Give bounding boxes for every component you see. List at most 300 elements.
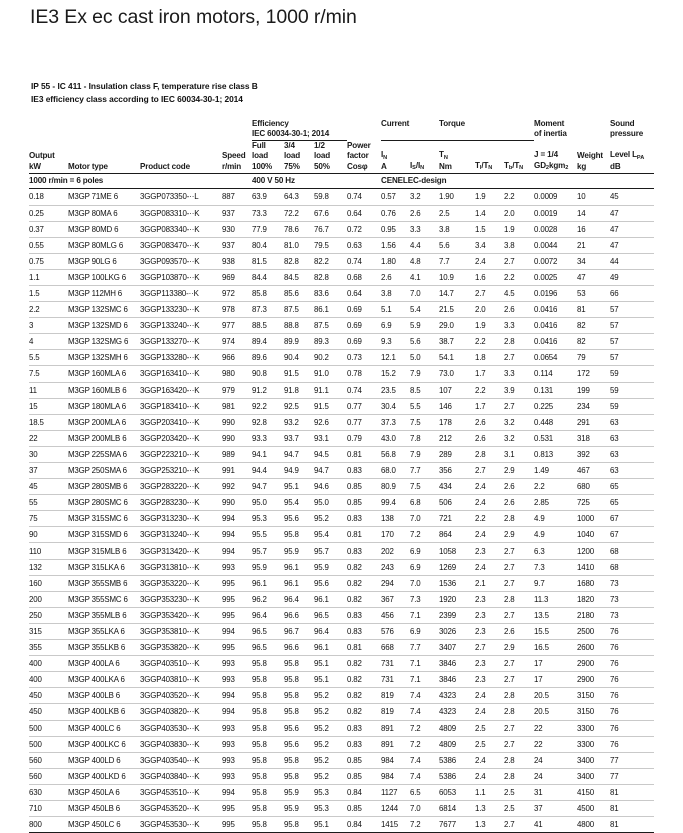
cell-motor-type: M3GP 80MA 6	[68, 205, 140, 221]
cell-efficiency-three-quarter-load: 88.8	[284, 318, 314, 334]
cell-starting-current-ratio: 3.3	[410, 221, 439, 237]
rated-current-symbol-main: I	[381, 150, 384, 160]
cell-power-factor: 0.83	[347, 463, 381, 479]
cell-motor-type: M3GP 180MLA 6	[68, 398, 140, 414]
cell-starting-current-ratio: 7.2	[410, 720, 439, 736]
cell-starting-current-ratio: 7.1	[410, 607, 439, 623]
cell-starting-current-ratio: 4.1	[410, 269, 439, 285]
cell-rated-current: 819	[381, 704, 410, 720]
cell-rated-torque: 29.0	[439, 318, 475, 334]
cell-product-code: 3GGP403540-··K	[140, 752, 222, 768]
cell-power-factor: 0.74	[347, 253, 381, 269]
cell-starting-current-ratio: 7.8	[410, 430, 439, 446]
cell-rated-torque: 6053	[439, 784, 475, 800]
cell-breakdown-torque-ratio: 2.8	[504, 768, 534, 784]
cell-efficiency-full-load: 85.8	[252, 285, 284, 301]
cell-sound-pressure-level: 63	[610, 446, 654, 462]
table-row	[29, 318, 654, 334]
column-header-rated-current	[381, 140, 413, 173]
column-header-speed-line-1: Speed	[222, 151, 246, 161]
cell-speed-rpm: 994	[222, 623, 252, 639]
half-load-line-1: 1/2	[314, 140, 325, 150]
rated-current-symbol	[381, 150, 410, 161]
cell-output-kw: 400	[29, 672, 68, 688]
cell-power-factor: 0.84	[347, 817, 381, 833]
cell-breakdown-torque-ratio: 2.8	[504, 591, 534, 607]
cell-sound-pressure-level: 68	[610, 559, 654, 575]
cell-efficiency-full-load: 92.8	[252, 414, 284, 430]
cell-efficiency-full-load: 92.2	[252, 398, 284, 414]
table-row	[29, 784, 654, 800]
table-section-row	[29, 174, 654, 189]
rated-torque-symbol-sub: N	[443, 154, 448, 161]
power-factor-line-1: Power	[347, 140, 371, 150]
cell-power-factor: 0.68	[347, 269, 381, 285]
starting-torque-ratio-symbol	[475, 161, 504, 172]
table-row	[29, 543, 654, 559]
cell-motor-type: M3GP 355LKB 6	[68, 640, 140, 656]
cell-weight-kg: 4800	[577, 817, 610, 833]
cell-breakdown-torque-ratio: 3.2	[504, 414, 534, 430]
table-row	[29, 752, 654, 768]
cell-rated-torque: 434	[439, 479, 475, 495]
cell-output-kw: 55	[29, 495, 68, 511]
cell-efficiency-half-load: 94.6	[314, 479, 347, 495]
cell-sound-pressure-level: 77	[610, 752, 654, 768]
cell-output-kw: 45	[29, 479, 68, 495]
btr-sub1: b	[508, 165, 513, 172]
cell-efficiency-three-quarter-load: 95.8	[284, 768, 314, 784]
cell-rated-current: 202	[381, 543, 410, 559]
cell-product-code: 3GGP313810-··K	[140, 559, 222, 575]
cell-output-kw: 0.75	[29, 253, 68, 269]
cell-output-kw: 90	[29, 527, 68, 543]
cell-weight-kg: 2900	[577, 672, 610, 688]
cell-efficiency-three-quarter-load: 96.1	[284, 575, 314, 591]
cell-rated-torque: 73.0	[439, 366, 475, 382]
cell-motor-type: M3GP 80MLG 6	[68, 237, 140, 253]
column-header-three-quarter-load	[284, 140, 314, 173]
group-blank-output	[29, 119, 68, 140]
cell-rated-torque: 5.6	[439, 237, 475, 253]
three-quarter-percent: 75%	[284, 161, 300, 171]
cell-output-kw: 110	[29, 543, 68, 559]
scr-sub2: N	[420, 165, 425, 172]
cell-motor-type: M3GP 450LB 6	[68, 800, 140, 816]
cell-weight-kg: 10	[577, 189, 610, 205]
cell-product-code: 3GGP133240-··K	[140, 318, 222, 334]
cell-efficiency-half-load: 94.5	[314, 446, 347, 462]
cell-moment-of-inertia: 16.5	[534, 640, 577, 656]
cell-output-kw: 0.25	[29, 205, 68, 221]
cell-sound-pressure-level: 81	[610, 784, 654, 800]
cell-product-code: 3GGP403510-··K	[140, 656, 222, 672]
cell-starting-current-ratio: 7.1	[410, 656, 439, 672]
cell-moment-of-inertia: 24	[534, 768, 577, 784]
cell-motor-type: M3GP 355SMB 6	[68, 575, 140, 591]
cell-rated-torque: 289	[439, 446, 475, 462]
cell-starting-current-ratio: 6.9	[410, 543, 439, 559]
cell-output-kw: 630	[29, 784, 68, 800]
cell-efficiency-three-quarter-load: 82.8	[284, 253, 314, 269]
cell-output-kw: 0.55	[29, 237, 68, 253]
cell-rated-current: 68.0	[381, 463, 410, 479]
group-blank-productcode	[140, 119, 222, 140]
cell-efficiency-full-load: 95.8	[252, 704, 284, 720]
cell-rated-current: 891	[381, 720, 410, 736]
str-main1: T	[475, 160, 480, 170]
cell-breakdown-torque-ratio: 2.7	[504, 720, 534, 736]
cell-speed-rpm: 993	[222, 720, 252, 736]
cell-rated-torque: 21.5	[439, 302, 475, 318]
cell-starting-current-ratio: 6.9	[410, 559, 439, 575]
cell-speed-rpm: 994	[222, 527, 252, 543]
column-header-power-factor	[347, 140, 384, 173]
cell-efficiency-full-load: 95.7	[252, 543, 284, 559]
table-row	[29, 527, 654, 543]
cell-efficiency-half-load: 95.6	[314, 575, 347, 591]
cell-efficiency-half-load: 95.2	[314, 752, 347, 768]
cell-breakdown-torque-ratio: 2.7	[504, 607, 534, 623]
cell-breakdown-torque-ratio: 2.7	[504, 575, 534, 591]
cell-motor-type: M3GP 315MLB 6	[68, 543, 140, 559]
cell-motor-type: M3GP 112MH 6	[68, 285, 140, 301]
cell-starting-current-ratio: 3.2	[410, 189, 439, 205]
cell-efficiency-three-quarter-load: 95.8	[284, 752, 314, 768]
scr-sub1: S	[412, 165, 416, 172]
cell-weight-kg: 392	[577, 446, 610, 462]
inertia-unit-sub2: 2	[565, 165, 569, 172]
cell-breakdown-torque-ratio: 3.9	[504, 382, 534, 398]
cell-speed-rpm: 994	[222, 784, 252, 800]
cell-rated-current: 984	[381, 768, 410, 784]
cell-sound-pressure-level: 59	[610, 366, 654, 382]
cell-speed-rpm: 995	[222, 640, 252, 656]
cell-motor-type: M3GP 450LA 6	[68, 784, 140, 800]
table-row	[29, 800, 654, 816]
cell-sound-pressure-level: 59	[610, 398, 654, 414]
cell-output-kw: 560	[29, 752, 68, 768]
cell-output-kw: 315	[29, 623, 68, 639]
cell-speed-rpm: 991	[222, 463, 252, 479]
cell-speed-rpm: 993	[222, 656, 252, 672]
cell-breakdown-torque-ratio: 2.6	[504, 495, 534, 511]
cell-sound-pressure-level: 57	[610, 302, 654, 318]
cell-motor-type: M3GP 400LC 6	[68, 720, 140, 736]
cell-motor-type: M3GP 400LKC 6	[68, 736, 140, 752]
cell-motor-type: M3GP 400LKB 6	[68, 704, 140, 720]
rated-current-symbol-sub: N	[383, 154, 388, 161]
cell-rated-current: 984	[381, 752, 410, 768]
cell-sound-pressure-level: 47	[610, 221, 654, 237]
cell-speed-rpm: 995	[222, 607, 252, 623]
cell-rated-torque: 1269	[439, 559, 475, 575]
cell-efficiency-full-load: 95.8	[252, 688, 284, 704]
cell-speed-rpm: 990	[222, 495, 252, 511]
cell-starting-current-ratio: 7.9	[410, 446, 439, 462]
cell-starting-current-ratio: 7.9	[410, 366, 439, 382]
cell-moment-of-inertia: 37	[534, 800, 577, 816]
subheading-line-2: IE3 efficiency class according to IEC 60034-30-1; 2014	[31, 94, 243, 105]
group-blank-motortype	[68, 119, 140, 140]
cell-moment-of-inertia: 17	[534, 672, 577, 688]
breakdown-torque-ratio-symbol	[504, 161, 534, 172]
cell-rated-current: 294	[381, 575, 410, 591]
cell-efficiency-three-quarter-load: 96.4	[284, 591, 314, 607]
cell-speed-rpm: 979	[222, 382, 252, 398]
cell-rated-torque: 4323	[439, 704, 475, 720]
cell-starting-current-ratio: 7.2	[410, 736, 439, 752]
cell-starting-torque-ratio: 1.8	[475, 350, 504, 366]
inertia-unit	[534, 161, 577, 172]
cell-speed-rpm: 993	[222, 768, 252, 784]
cell-moment-of-inertia: 31	[534, 784, 577, 800]
table-row	[29, 672, 654, 688]
cell-rated-current: 731	[381, 672, 410, 688]
cell-moment-of-inertia: 0.0044	[534, 237, 577, 253]
cell-efficiency-half-load: 95.2	[314, 511, 347, 527]
cell-starting-current-ratio: 7.2	[410, 817, 439, 833]
table-row	[29, 414, 654, 430]
cell-sound-pressure-level: 47	[610, 237, 654, 253]
cell-efficiency-three-quarter-load: 95.8	[284, 656, 314, 672]
cell-rated-torque: 3407	[439, 640, 475, 656]
cell-breakdown-torque-ratio: 2.7	[504, 398, 534, 414]
cell-power-factor: 0.79	[347, 430, 381, 446]
cell-speed-rpm: 969	[222, 269, 252, 285]
cell-weight-kg: 14	[577, 205, 610, 221]
cell-starting-torque-ratio: 1.6	[475, 269, 504, 285]
cell-product-code: 3GGP203420-··K	[140, 430, 222, 446]
cell-power-factor: 0.81	[347, 527, 381, 543]
cell-rated-current: 6.9	[381, 318, 410, 334]
table-row	[29, 334, 654, 350]
cell-product-code: 3GGP353420-··K	[140, 607, 222, 623]
cell-product-code: 3GGP353230-··K	[140, 591, 222, 607]
cell-rated-torque: 1536	[439, 575, 475, 591]
cell-efficiency-three-quarter-load: 95.8	[284, 688, 314, 704]
sound-level-label	[610, 150, 654, 161]
cell-breakdown-torque-ratio: 3.3	[504, 366, 534, 382]
cell-starting-torque-ratio: 1.9	[475, 318, 504, 334]
cell-speed-rpm: 995	[222, 575, 252, 591]
cell-output-kw: 560	[29, 768, 68, 784]
cell-output-kw: 75	[29, 511, 68, 527]
column-header-motor-type	[68, 140, 140, 173]
cell-weight-kg: 318	[577, 430, 610, 446]
cell-motor-type: M3GP 400LA 6	[68, 656, 140, 672]
cell-efficiency-half-load: 59.8	[314, 189, 347, 205]
cell-rated-current: 170	[381, 527, 410, 543]
cell-speed-rpm: 995	[222, 591, 252, 607]
cell-rated-current: 37.3	[381, 414, 410, 430]
cell-rated-current: 819	[381, 688, 410, 704]
cell-power-factor: 0.82	[347, 688, 381, 704]
cell-speed-rpm: 993	[222, 736, 252, 752]
table-row	[29, 479, 654, 495]
cell-moment-of-inertia: 0.0072	[534, 253, 577, 269]
cell-power-factor: 0.81	[347, 640, 381, 656]
cell-starting-torque-ratio: 2.3	[475, 672, 504, 688]
group-header-efficiency-label: Efficiency	[252, 119, 289, 128]
cell-breakdown-torque-ratio: 2.2	[504, 269, 534, 285]
cell-sound-pressure-level: 47	[610, 205, 654, 221]
cell-rated-torque: 212	[439, 430, 475, 446]
cell-starting-torque-ratio: 2.4	[475, 527, 504, 543]
cell-rated-torque: 3846	[439, 672, 475, 688]
cell-moment-of-inertia: 13.5	[534, 607, 577, 623]
table-row	[29, 768, 654, 784]
cell-weight-kg: 2600	[577, 640, 610, 656]
cell-weight-kg: 4500	[577, 800, 610, 816]
cell-starting-current-ratio: 4.8	[410, 253, 439, 269]
column-header-product-code-label: Product code	[140, 161, 190, 171]
weight-unit: kg	[577, 161, 587, 171]
column-header-half-load	[314, 140, 347, 173]
cell-starting-torque-ratio: 3.4	[475, 237, 504, 253]
cell-output-kw: 200	[29, 591, 68, 607]
cell-weight-kg: 291	[577, 414, 610, 430]
cell-output-kw: 1.1	[29, 269, 68, 285]
cell-rated-torque: 38.7	[439, 334, 475, 350]
cell-moment-of-inertia: 20.5	[534, 704, 577, 720]
cell-starting-current-ratio: 7.1	[410, 672, 439, 688]
cell-power-factor: 0.64	[347, 205, 381, 221]
cell-efficiency-full-load: 89.6	[252, 350, 284, 366]
cell-output-kw: 710	[29, 800, 68, 816]
cell-moment-of-inertia: 41	[534, 817, 577, 833]
cell-power-factor: 0.81	[347, 446, 381, 462]
cell-starting-torque-ratio: 1.3	[475, 817, 504, 833]
cell-power-factor: 0.69	[347, 318, 381, 334]
cell-starting-torque-ratio: 2.5	[475, 720, 504, 736]
cell-efficiency-half-load: 91.1	[314, 382, 347, 398]
cell-sound-pressure-level: 63	[610, 430, 654, 446]
cell-starting-current-ratio: 7.0	[410, 800, 439, 816]
column-header-speed	[222, 140, 252, 173]
cell-efficiency-three-quarter-load: 85.6	[284, 285, 314, 301]
group-header-current	[381, 119, 439, 140]
cell-sound-pressure-level: 57	[610, 334, 654, 350]
cell-starting-torque-ratio: 2.2	[475, 382, 504, 398]
cell-efficiency-half-load: 95.1	[314, 656, 347, 672]
cell-rated-torque: 506	[439, 495, 475, 511]
cell-rated-current: 12.1	[381, 350, 410, 366]
cell-starting-torque-ratio: 1.1	[475, 784, 504, 800]
cell-speed-rpm: 989	[222, 446, 252, 462]
cell-efficiency-three-quarter-load: 94.9	[284, 463, 314, 479]
cell-sound-pressure-level: 76	[610, 640, 654, 656]
cell-starting-current-ratio: 7.5	[410, 414, 439, 430]
cell-power-factor: 0.77	[347, 414, 381, 430]
cell-sound-pressure-level: 76	[610, 623, 654, 639]
cell-starting-torque-ratio: 2.4	[475, 559, 504, 575]
cell-efficiency-half-load: 87.5	[314, 318, 347, 334]
table-row	[29, 237, 654, 253]
cell-starting-torque-ratio: 2.4	[475, 688, 504, 704]
cell-moment-of-inertia: 6.3	[534, 543, 577, 559]
cell-starting-current-ratio: 7.7	[410, 640, 439, 656]
cell-starting-torque-ratio: 2.5	[475, 736, 504, 752]
cell-rated-current: 0.95	[381, 221, 410, 237]
table-row	[29, 623, 654, 639]
table-row	[29, 736, 654, 752]
cell-output-kw: 800	[29, 817, 68, 833]
cell-power-factor: 0.82	[347, 672, 381, 688]
cell-starting-current-ratio: 8.5	[410, 382, 439, 398]
cell-efficiency-half-load: 91.0	[314, 366, 347, 382]
cell-motor-type: M3GP 400LKA 6	[68, 672, 140, 688]
starting-current-ratio-symbol	[410, 161, 439, 172]
cell-rated-torque: 4809	[439, 736, 475, 752]
column-header-rated-torque	[439, 140, 475, 173]
cell-sound-pressure-level: 65	[610, 495, 654, 511]
cell-starting-torque-ratio: 2.4	[475, 704, 504, 720]
cell-efficiency-three-quarter-load: 94.7	[284, 446, 314, 462]
cell-efficiency-three-quarter-load: 95.6	[284, 511, 314, 527]
cell-sound-pressure-level: 63	[610, 414, 654, 430]
inertia-unit-main1: GD	[534, 160, 546, 170]
cell-starting-torque-ratio: 1.7	[475, 366, 504, 382]
cell-efficiency-three-quarter-load: 95.8	[284, 817, 314, 833]
table-row	[29, 511, 654, 527]
cell-rated-torque: 721	[439, 511, 475, 527]
cell-moment-of-inertia: 4.9	[534, 527, 577, 543]
group-header-current-label: Current	[381, 119, 410, 128]
rated-torque-symbol	[439, 150, 475, 161]
table-row	[29, 591, 654, 607]
group-header-sound-pressure	[610, 119, 654, 140]
cell-starting-current-ratio: 7.0	[410, 285, 439, 301]
str-sub1: I	[479, 165, 482, 172]
cell-starting-torque-ratio: 2.4	[475, 752, 504, 768]
cell-starting-torque-ratio: 2.7	[475, 463, 504, 479]
cell-starting-torque-ratio: 2.8	[475, 446, 504, 462]
cell-moment-of-inertia: 0.0416	[534, 302, 577, 318]
cell-starting-torque-ratio: 2.4	[475, 479, 504, 495]
three-quarter-line-1: 3/4	[284, 140, 295, 150]
scr-main: I	[410, 160, 413, 170]
cell-weight-kg: 21	[577, 237, 610, 253]
cell-power-factor: 0.85	[347, 495, 381, 511]
cell-moment-of-inertia: 0.114	[534, 366, 577, 382]
cell-motor-type: M3GP 400LD 6	[68, 752, 140, 768]
cell-speed-rpm: 977	[222, 318, 252, 334]
table-group-header-row	[29, 119, 654, 140]
three-quarter-line-2: load	[284, 151, 301, 161]
cell-efficiency-half-load: 86.1	[314, 302, 347, 318]
group-blank-powerfactor	[347, 119, 381, 140]
cell-output-kw: 355	[29, 640, 68, 656]
cell-efficiency-half-load: 95.0	[314, 495, 347, 511]
cell-weight-kg: 2180	[577, 607, 610, 623]
cell-power-factor: 0.83	[347, 720, 381, 736]
cell-speed-rpm: 981	[222, 398, 252, 414]
cell-breakdown-torque-ratio: 2.9	[504, 640, 534, 656]
cell-output-kw: 132	[29, 559, 68, 575]
cell-moment-of-inertia: 0.0654	[534, 350, 577, 366]
cell-efficiency-full-load: 77.9	[252, 221, 284, 237]
cell-motor-type: M3GP 355SMC 6	[68, 591, 140, 607]
cell-power-factor: 0.83	[347, 736, 381, 752]
cell-sound-pressure-level: 73	[610, 591, 654, 607]
cell-rated-torque: 2.5	[439, 205, 475, 221]
cell-motor-type: M3GP 225SMA 6	[68, 446, 140, 462]
cell-moment-of-inertia: 0.131	[534, 382, 577, 398]
cell-product-code: 3GGP203410-··K	[140, 414, 222, 430]
cell-moment-of-inertia: 15.5	[534, 623, 577, 639]
cell-speed-rpm: 974	[222, 334, 252, 350]
